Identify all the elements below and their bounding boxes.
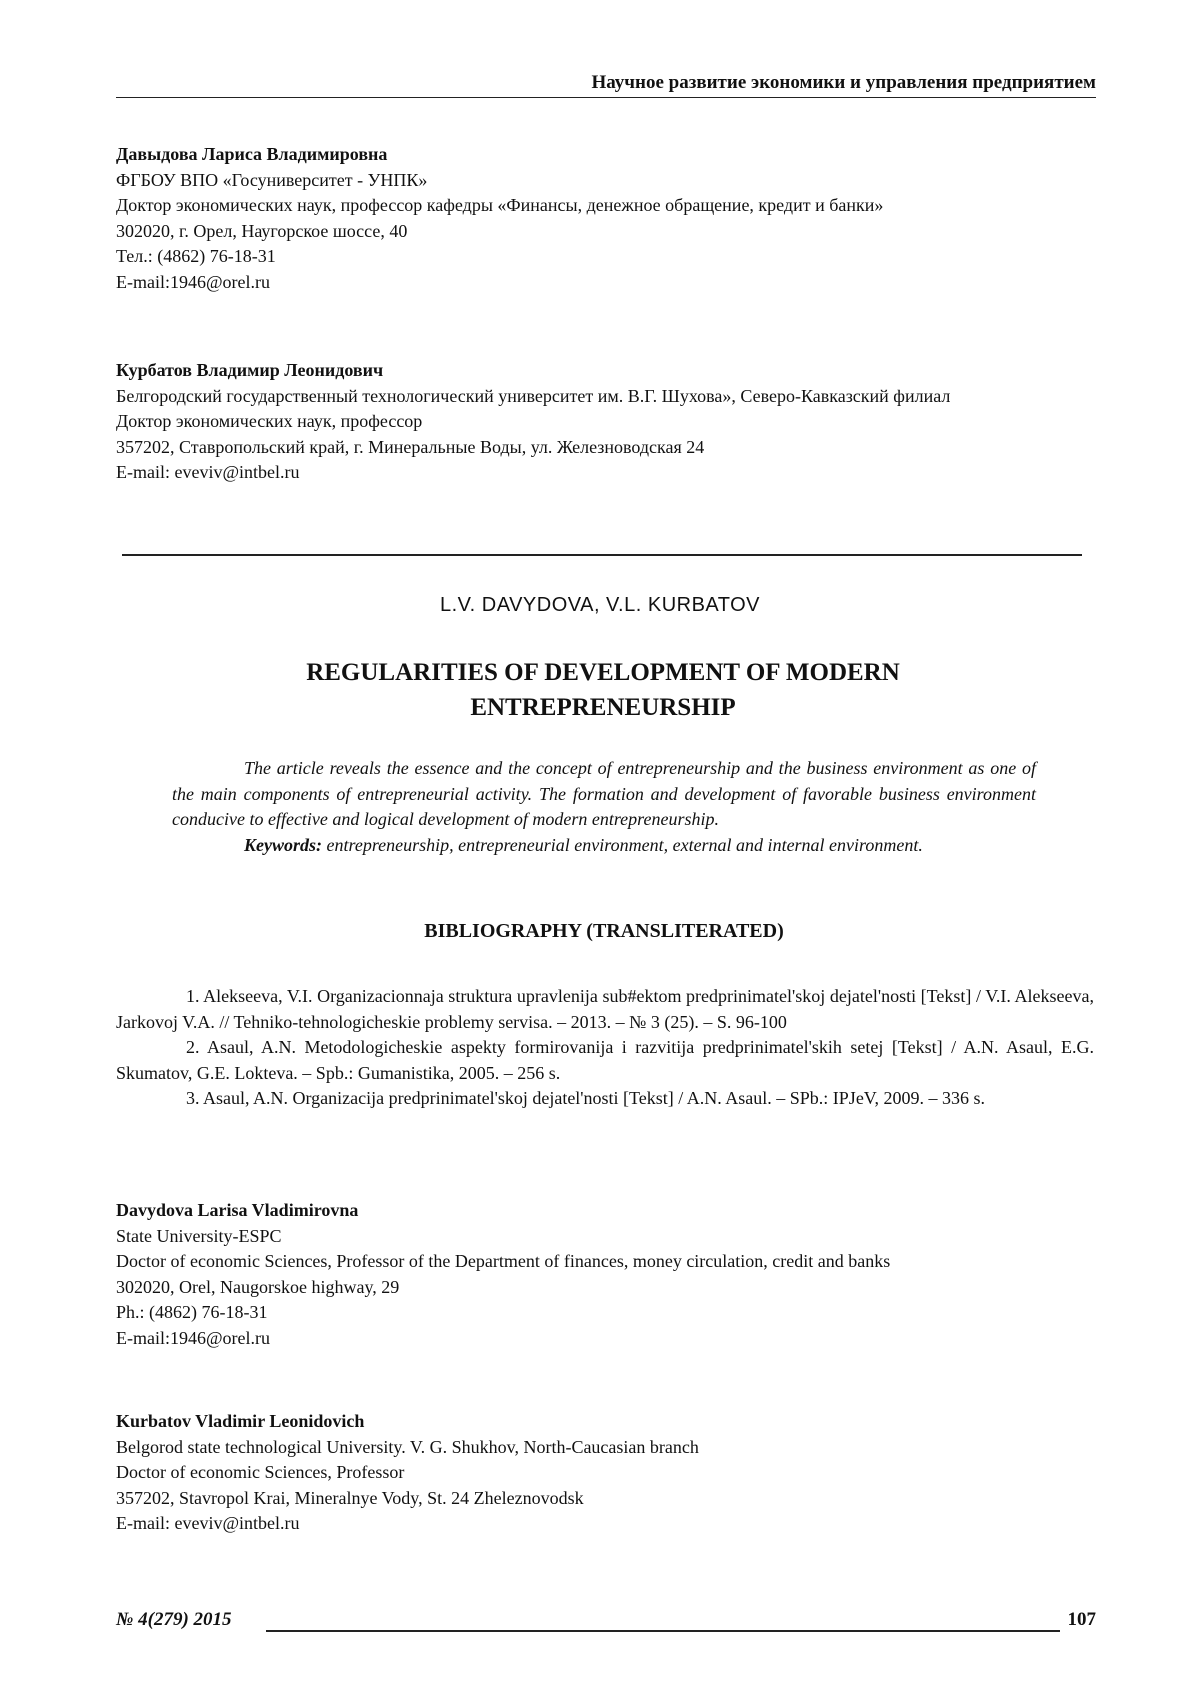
author-name: Kurbatov Vladimir Leonidovich	[116, 1411, 365, 1431]
keywords-text: entrepreneurship, entrepreneurial environment, external and internal environment.	[322, 834, 923, 855]
bibliography-item: 3. Asaul, A.N. Organizacija predprinimatel'skoj dejatel'nosti [Tekst] / A.N. Asaul. – SPb.: IPJeV, 2009. – 336 s.	[186, 1088, 985, 1108]
title-line: REGULARITIES OF DEVELOPMENT OF MODERN	[306, 659, 900, 686]
author-email: E-mail: eveviv@intbel.ru	[116, 462, 300, 482]
author-email: E-mail:1946@orel.ru	[116, 1327, 271, 1348]
author-name: Курбатов Владимир Леонидович	[116, 360, 384, 380]
author-affiliation: State University-ESPC	[116, 1225, 282, 1246]
running-head: Научное развитие экономики и управления предприятием	[116, 72, 1096, 98]
author-position: Doctor of economic Sciences, Professor of the Department of finances, money circulation, credit and banks	[116, 1251, 891, 1271]
author-email: E-mail:1946@orel.ru	[116, 271, 271, 292]
bibliography-list	[116, 984, 1094, 1112]
author-email: E-mail: eveviv@intbel.ru	[116, 1513, 300, 1533]
author-name: Davydova Larisa Vladimirovna	[116, 1200, 359, 1220]
abstract-text: The article reveals the essence and the concept of entrepreneurship and the business environment as one of the main components of entrepreneurial activity. The formation and development of favorable business environment conducive to effective and logical development of modern entrepreneurship.	[172, 758, 1036, 829]
page-number: 107	[1067, 1609, 1096, 1630]
author-position: Doctor of economic Sciences, Professor	[116, 1462, 405, 1482]
author-phone: Тел.: (4862) 76-18-31	[116, 246, 276, 266]
author-affiliation: Belgorod state technological University. V. G. Shukhov, North-Caucasian branch	[116, 1436, 699, 1457]
author-address: 357202, Ставропольский край, г. Минеральные Воды, ул. Железноводская 24	[116, 436, 705, 457]
bibliography-item: 1. Alekseeva, V.I. Organizacionnaja struktura upravlenija sub#ektom predprinimatel'skoj dejatel'nosti [Tekst] / V.I. Alekseeva, Jarkovoj V.A. // Tehniko-tehnologicheskie problemy servisa. – 2013. – № 3 (25). – S. 96-100	[116, 986, 1094, 1032]
author-address: 357202, Stavropol Krai, Mineralnye Vody, St. 24 Zheleznovodsk	[116, 1487, 584, 1508]
keywords-label: Keywords:	[244, 834, 322, 855]
author-affiliation: ФГБОУ ВПО «Госуниверситет - УНПК»	[116, 169, 428, 190]
author-block-ru-1	[116, 142, 1106, 295]
author-position: Доктор экономических наук, профессор	[116, 411, 423, 431]
author-block-en-2	[116, 1409, 1106, 1537]
author-name: Давыдова Лариса Владимировна	[116, 144, 388, 164]
issue-number: № 4(279) 2015	[116, 1609, 232, 1630]
section-divider	[122, 554, 1082, 556]
author-affiliation: Белгородский государственный технологический университет им. В.Г. Шухова», Северо-Кавказский филиал	[116, 385, 951, 406]
bibliography-item: 2. Asaul, A.N. Metodologicheskie aspekty formirovanija i razvitija predprinimatel'skih setej [Tekst] / A.N. Asaul, E.G. Skumatov, G.E. Lokteva. – Spb.: Gumanistika, 2005. – 256 s.	[116, 1037, 1094, 1083]
article-title	[0, 655, 1200, 725]
abstract	[172, 756, 1036, 858]
author-address: 302020, Orel, Naugorskoe highway, 29	[116, 1276, 400, 1297]
author-block-en-1	[116, 1198, 1106, 1351]
footer-rule	[266, 1630, 1060, 1632]
keywords	[172, 833, 1036, 859]
article-authors: L.V. DAVYDOVA, V.L. KURBATOV	[439, 594, 761, 616]
bibliography-heading: BIBLIOGRAPHY (TRANSLITERATED)	[424, 920, 784, 942]
author-phone: Ph.: (4862) 76-18-31	[116, 1302, 268, 1322]
title-line: ENTREPRENEURSHIP	[470, 694, 736, 721]
page-footer	[116, 1609, 1096, 1635]
author-position: Доктор экономических наук, профессор кафедры «Финансы, денежное обращение, кредит и банки»	[116, 195, 884, 215]
author-address: 302020, г. Орел, Наугорское шоссе, 40	[116, 220, 408, 241]
author-block-ru-2	[116, 358, 1106, 486]
